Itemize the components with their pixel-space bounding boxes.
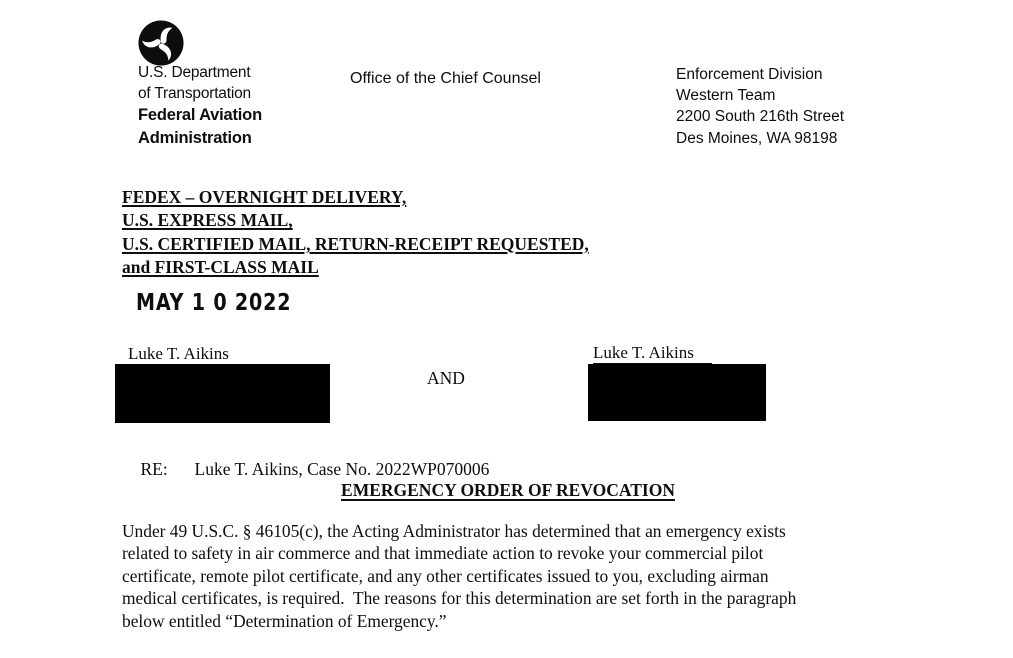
body-line: related to safety in air commerce and that immediate action to revoke your commercial pilot: [122, 543, 764, 564]
conjunction-label: AND: [427, 368, 465, 388]
respondent-name-right: Luke T. Aikins: [593, 343, 712, 364]
date-stamp: MAY 1 0 2022: [136, 290, 292, 316]
letterhead-department-block: [138, 63, 262, 149]
order-title: EMERGENCY ORDER OF REVOCATION: [341, 480, 675, 500]
body-line: below entitled “Determination of Emergency.”: [122, 610, 447, 631]
department-line1: U.S. Department: [138, 64, 251, 81]
body-line: certificate, remote pilot certificate, and any other certificates issued to you, excluding airman: [122, 565, 769, 586]
delivery-line: U.S. CERTIFIED MAIL, RETURN-RECEIPT REQUESTED,: [122, 233, 589, 254]
delivery-line: U.S. EXPRESS MAIL,: [122, 210, 293, 231]
us-dot-logo-icon: [138, 20, 184, 66]
agency-line2: Administration: [138, 128, 252, 147]
delivery-line: and FIRST-CLASS MAIL: [122, 257, 319, 278]
division-line: Des Moines, WA 98198: [676, 129, 838, 147]
office-label: Office of the Chief Counsel: [350, 70, 541, 87]
redaction-box-right: [588, 364, 766, 421]
delivery-methods-block: [122, 186, 589, 280]
division-line: Enforcement Division: [676, 66, 823, 83]
division-address-block: [676, 64, 844, 149]
body-line: medical certificates, is required. The reasons for this determination are set forth in the paragraph: [122, 588, 797, 609]
body-paragraph: [122, 520, 907, 632]
body-line: Under 49 U.S.C. § 46105(c), the Acting Administrator has determined that an emergency exists: [122, 521, 786, 541]
agency-line1: Federal Aviation: [138, 106, 262, 124]
department-line2: of Transportation: [138, 84, 251, 102]
delivery-line: FEDEX – OVERNIGHT DELIVERY,: [122, 187, 407, 207]
division-line: Western Team: [676, 87, 776, 105]
re-value: Luke T. Aikins, Case No. 2022WP070006: [194, 459, 490, 479]
redaction-box-left: [115, 364, 330, 423]
re-label: RE:: [140, 459, 168, 479]
respondent-name-left: Luke T. Aikins: [128, 344, 229, 363]
division-line: 2200 South 216th Street: [676, 108, 845, 126]
